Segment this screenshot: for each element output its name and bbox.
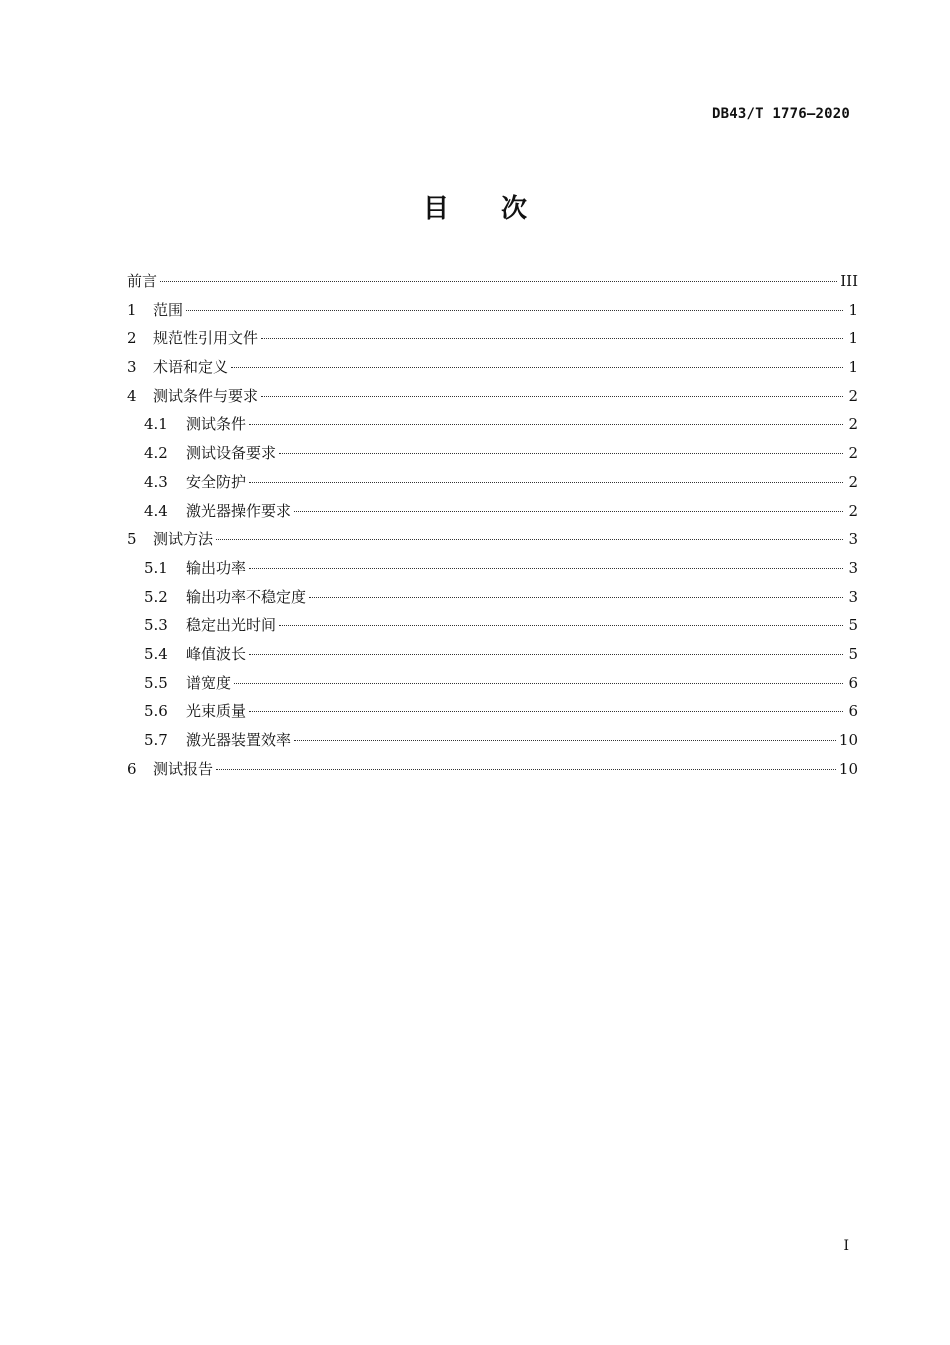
toc-entry-label: 激光器操作要求 [186, 501, 292, 520]
toc-leader-dots [216, 539, 843, 540]
toc-entry-page: 1 [848, 300, 858, 319]
toc-entry-label: 输出功率 [186, 558, 247, 577]
toc-leader-dots [309, 597, 843, 598]
toc-entry-page: 3 [848, 587, 858, 606]
toc-subentry[interactable] [127, 726, 858, 755]
toc-entry-number: 6 [127, 759, 137, 778]
toc-entry-page: III [840, 272, 858, 290]
toc-leader-dots [294, 740, 836, 741]
title-char-1: 目 [422, 194, 449, 224]
toc-entry-label: 测试方法 [153, 530, 214, 549]
toc-entry-label: 光束质量 [186, 702, 247, 721]
toc-leader-dots [279, 453, 843, 454]
toc-entry-label: 激光器装置效率 [186, 731, 292, 749]
toc-entry-label: 前言 [127, 272, 158, 290]
page-title [0, 188, 950, 225]
toc-entry-label: 稳定出光时间 [186, 616, 277, 635]
toc-entry[interactable] [127, 324, 858, 353]
toc-entry-page: 5 [848, 616, 858, 635]
toc-entry-label: 规范性引用文件 [153, 329, 259, 348]
toc-entry-number: 4.2 [144, 444, 168, 463]
toc-entry-page: 2 [848, 501, 858, 520]
toc-leader-dots [160, 281, 837, 282]
toc-entry-number: 5.2 [144, 587, 168, 606]
toc-leader-dots [234, 683, 843, 684]
toc-leader-dots [249, 711, 843, 712]
toc-entry-label: 测试条件 [186, 415, 247, 434]
toc-entry-page: 10 [838, 731, 858, 749]
toc-entry[interactable] [127, 525, 858, 554]
toc-entry-number: 4.1 [144, 415, 168, 434]
toc-entry-label: 峰值波长 [186, 644, 247, 663]
toc-entry-page: 2 [848, 415, 858, 434]
toc-leader-dots [249, 568, 843, 569]
toc-entry-number: 5.3 [144, 616, 168, 635]
toc-entry-label: 测试设备要求 [186, 444, 277, 463]
toc-entry-label: 安全防护 [186, 472, 247, 491]
toc-entry-page: 2 [848, 444, 858, 463]
toc-entry-label: 术语和定义 [153, 358, 229, 377]
toc-entry-number: 3 [127, 358, 137, 377]
toc-entry-page: 1 [848, 358, 858, 377]
toc-subentry[interactable] [127, 554, 858, 583]
toc-entry-label: 谱宽度 [186, 673, 232, 692]
toc-entry-number: 4 [127, 386, 137, 405]
toc-leader-dots [249, 424, 843, 425]
toc-subentry[interactable] [127, 410, 858, 439]
toc-leader-dots [279, 625, 843, 626]
toc-entry-number: 5.7 [144, 731, 168, 749]
toc-subentry[interactable] [127, 497, 858, 526]
document-number: DB43/T 1776—2020 [711, 106, 850, 122]
toc-entry-page: 3 [848, 558, 858, 577]
toc-entry-page: 6 [848, 702, 858, 721]
toc-leader-dots [261, 338, 843, 339]
toc-leader-dots [249, 654, 843, 655]
toc-subentry[interactable] [127, 697, 858, 726]
toc-leader-dots [294, 511, 843, 512]
title-char-2: 次 [501, 194, 528, 224]
toc-subentry[interactable] [127, 439, 858, 468]
toc-entry-number: 2 [127, 329, 137, 348]
toc-entry[interactable] [127, 296, 858, 325]
toc-entry-label: 范围 [153, 300, 184, 319]
toc-entry-label: 测试报告 [153, 759, 214, 778]
toc-entry-number: 4.4 [144, 501, 168, 520]
toc-entry-page: 5 [848, 644, 858, 663]
toc-entry-page: 10 [838, 759, 858, 778]
toc-entry-number: 5.4 [144, 644, 168, 663]
toc-subentry[interactable] [127, 583, 858, 612]
toc-subentry[interactable] [127, 669, 858, 698]
toc-entry-number: 5 [127, 530, 137, 549]
toc-leader-dots [216, 769, 836, 770]
toc-entry-number: 1 [127, 300, 137, 319]
toc-entry[interactable] [127, 267, 858, 296]
toc-entry-page: 6 [848, 673, 858, 692]
toc-entry-label: 输出功率不稳定度 [186, 587, 307, 606]
toc-entry-page: 2 [848, 386, 858, 405]
toc-leader-dots [261, 396, 843, 397]
toc-leader-dots [249, 482, 843, 483]
toc-entry-number: 4.3 [144, 472, 168, 491]
table-of-contents [127, 267, 858, 783]
toc-entry-number: 5.6 [144, 702, 168, 721]
footer-page-number: I [843, 1238, 849, 1254]
toc-entry-number: 5.5 [144, 673, 168, 692]
toc-subentry[interactable] [127, 640, 858, 669]
toc-entry[interactable] [127, 353, 858, 382]
toc-leader-dots [186, 310, 843, 311]
toc-entry[interactable] [127, 755, 858, 784]
toc-entry-page: 2 [848, 472, 858, 491]
toc-entry-page: 1 [848, 329, 858, 348]
toc-entry-number: 5.1 [144, 558, 168, 577]
toc-leader-dots [231, 367, 843, 368]
toc-subentry[interactable] [127, 611, 858, 640]
toc-entry[interactable] [127, 382, 858, 411]
toc-entry-page: 3 [848, 530, 858, 549]
toc-entry-label: 测试条件与要求 [153, 386, 259, 405]
toc-subentry[interactable] [127, 468, 858, 497]
